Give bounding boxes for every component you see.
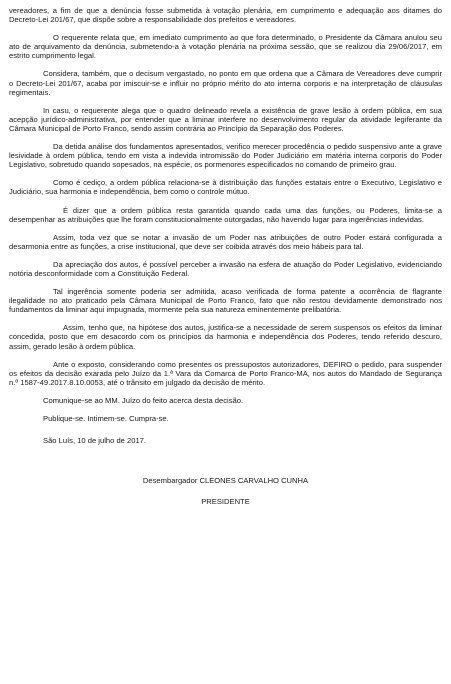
paragraph-2: O requerente relata que, em imediato cumprimento ao que fora determinado, o Presidente da Câmara anulou seu ato de arquivamento da denúncia, submetendo-a à votação plenária na próxima sessão, que se realizou dia 29/06/2017, em estrito cumprimento legal. xyxy=(9,33,442,61)
paragraph-3: Considera, também, que o decisum vergastado, no ponto em que ordena que a Câmara de Vereadores deve cumprir o Decreto-Lei 201/67, acaba por imiscuir-se e influir no próprio mérito do ato interna corporis e na interpretação de cláusulas regimentais. xyxy=(9,69,442,97)
paragraph-11: Assim, tenho que, na hipótese dos autos, justifica-se a necessidade de serem suspensos os efeitos da liminar concedida, posto que em desacordo com os princípios da harmonia e independência dos Poderes, tendo referido descuro, assim, gerado lesão à ordem pública. xyxy=(9,323,442,351)
paragraph-10: Tal ingerência somente poderia ser admitida, acaso verificada de forma patente a ocorrência de flagrante ilegalidade no ato praticado pela Câmara Municipal de Porto Franco, fato que não restou devidamente demonstrado nos fundamentos da liminar aqui impugnada, mormente pela sua natureza eminentemente prelibatória. xyxy=(9,287,442,315)
paragraph-5: Da detida análise dos fundamentos apresentados, verifico merecer procedência o pedido suspensivo ante a grave lesividade à ordem pública, tendo em vista a indevida intromissão do Poder Judiciário em matéria interna corporis do Poder Legislativo, sobretudo quando sopesados, na espécie, os pormenores especificados no comando de primeiro grau. xyxy=(9,142,442,170)
paragraph-9: Da apreciação dos autos, é possível perceber a invasão na esfera de atuação do Poder Legislativo, evidenciando notória desconformidade com a Constituição Federal. xyxy=(9,259,442,278)
paragraph-8: Assim, toda vez que se notar a invasão de um Poder nas atribuições de outro Poder estará configurada a desarmonia entre as funções, a crise institucional, que deve ser coibida através dos meio hábeis para tal. xyxy=(9,232,442,251)
paragraph-6: Como é cediço, a ordem pública relaciona-se à distribuição das funções estatais entre o Executivo, Legislativo e Judiciário, sua harmonia e independência, bem como o controle mútuo. xyxy=(9,178,442,197)
paragraph-7: É dizer que a ordem pública resta garantida quando cada uma das funções, ou Poderes, limita-se a desempenhar as atribuições que lhe foram constitucionalmente outorgadas, não havendo lugar para ingerências indevidas. xyxy=(9,205,442,224)
paragraph-1: vereadores, a fim de que a denúncia fosse submetida à votação plenária, em cumprimento e adequação aos ditames do Decreto-Lei 201/67, que dispõe sobre a responsabilidade dos prefeitos e vereadores. xyxy=(9,6,442,25)
signature-role: PRESIDENTE xyxy=(201,497,250,507)
paragraph-12: Ante o exposto, considerando como presentes os pressupostos autorizadores, DEFIRO o pedido, para suspender os efeitos da decisão exarada pelo Juízo da 1.ª Vara da Comarca de Porto Franco-MA, nos autos do Mandado de Segurança n.º 1587-49.2017.8.10.0053, até o trânsito em julgado da decisão de mérito. xyxy=(9,359,442,387)
closing-date: São Luís, 10 de julho de 2017. xyxy=(43,436,147,446)
closing-publish: Publique-se. Intimem-se. Cumpra-se. xyxy=(43,414,169,423)
paragraph-4: In casu, o requerente alega que o quadro delineado revela a existência de grave lesão à ordem pública, em sua acepção jurídico-administrativa, por entender que a liminar interfere no desenvolvimento regular da atividade legiferante da Câmara Municipal de Porto Franco, sendo assim contrária ao Princípio da Separação dos Poderes. xyxy=(9,105,442,133)
closing-communicate: Comunique-se ao MM. Juízo do feito acerca desta decisão. xyxy=(43,395,244,405)
signature-name: Desembargador CLEONES CARVALHO CUNHA xyxy=(142,476,309,486)
